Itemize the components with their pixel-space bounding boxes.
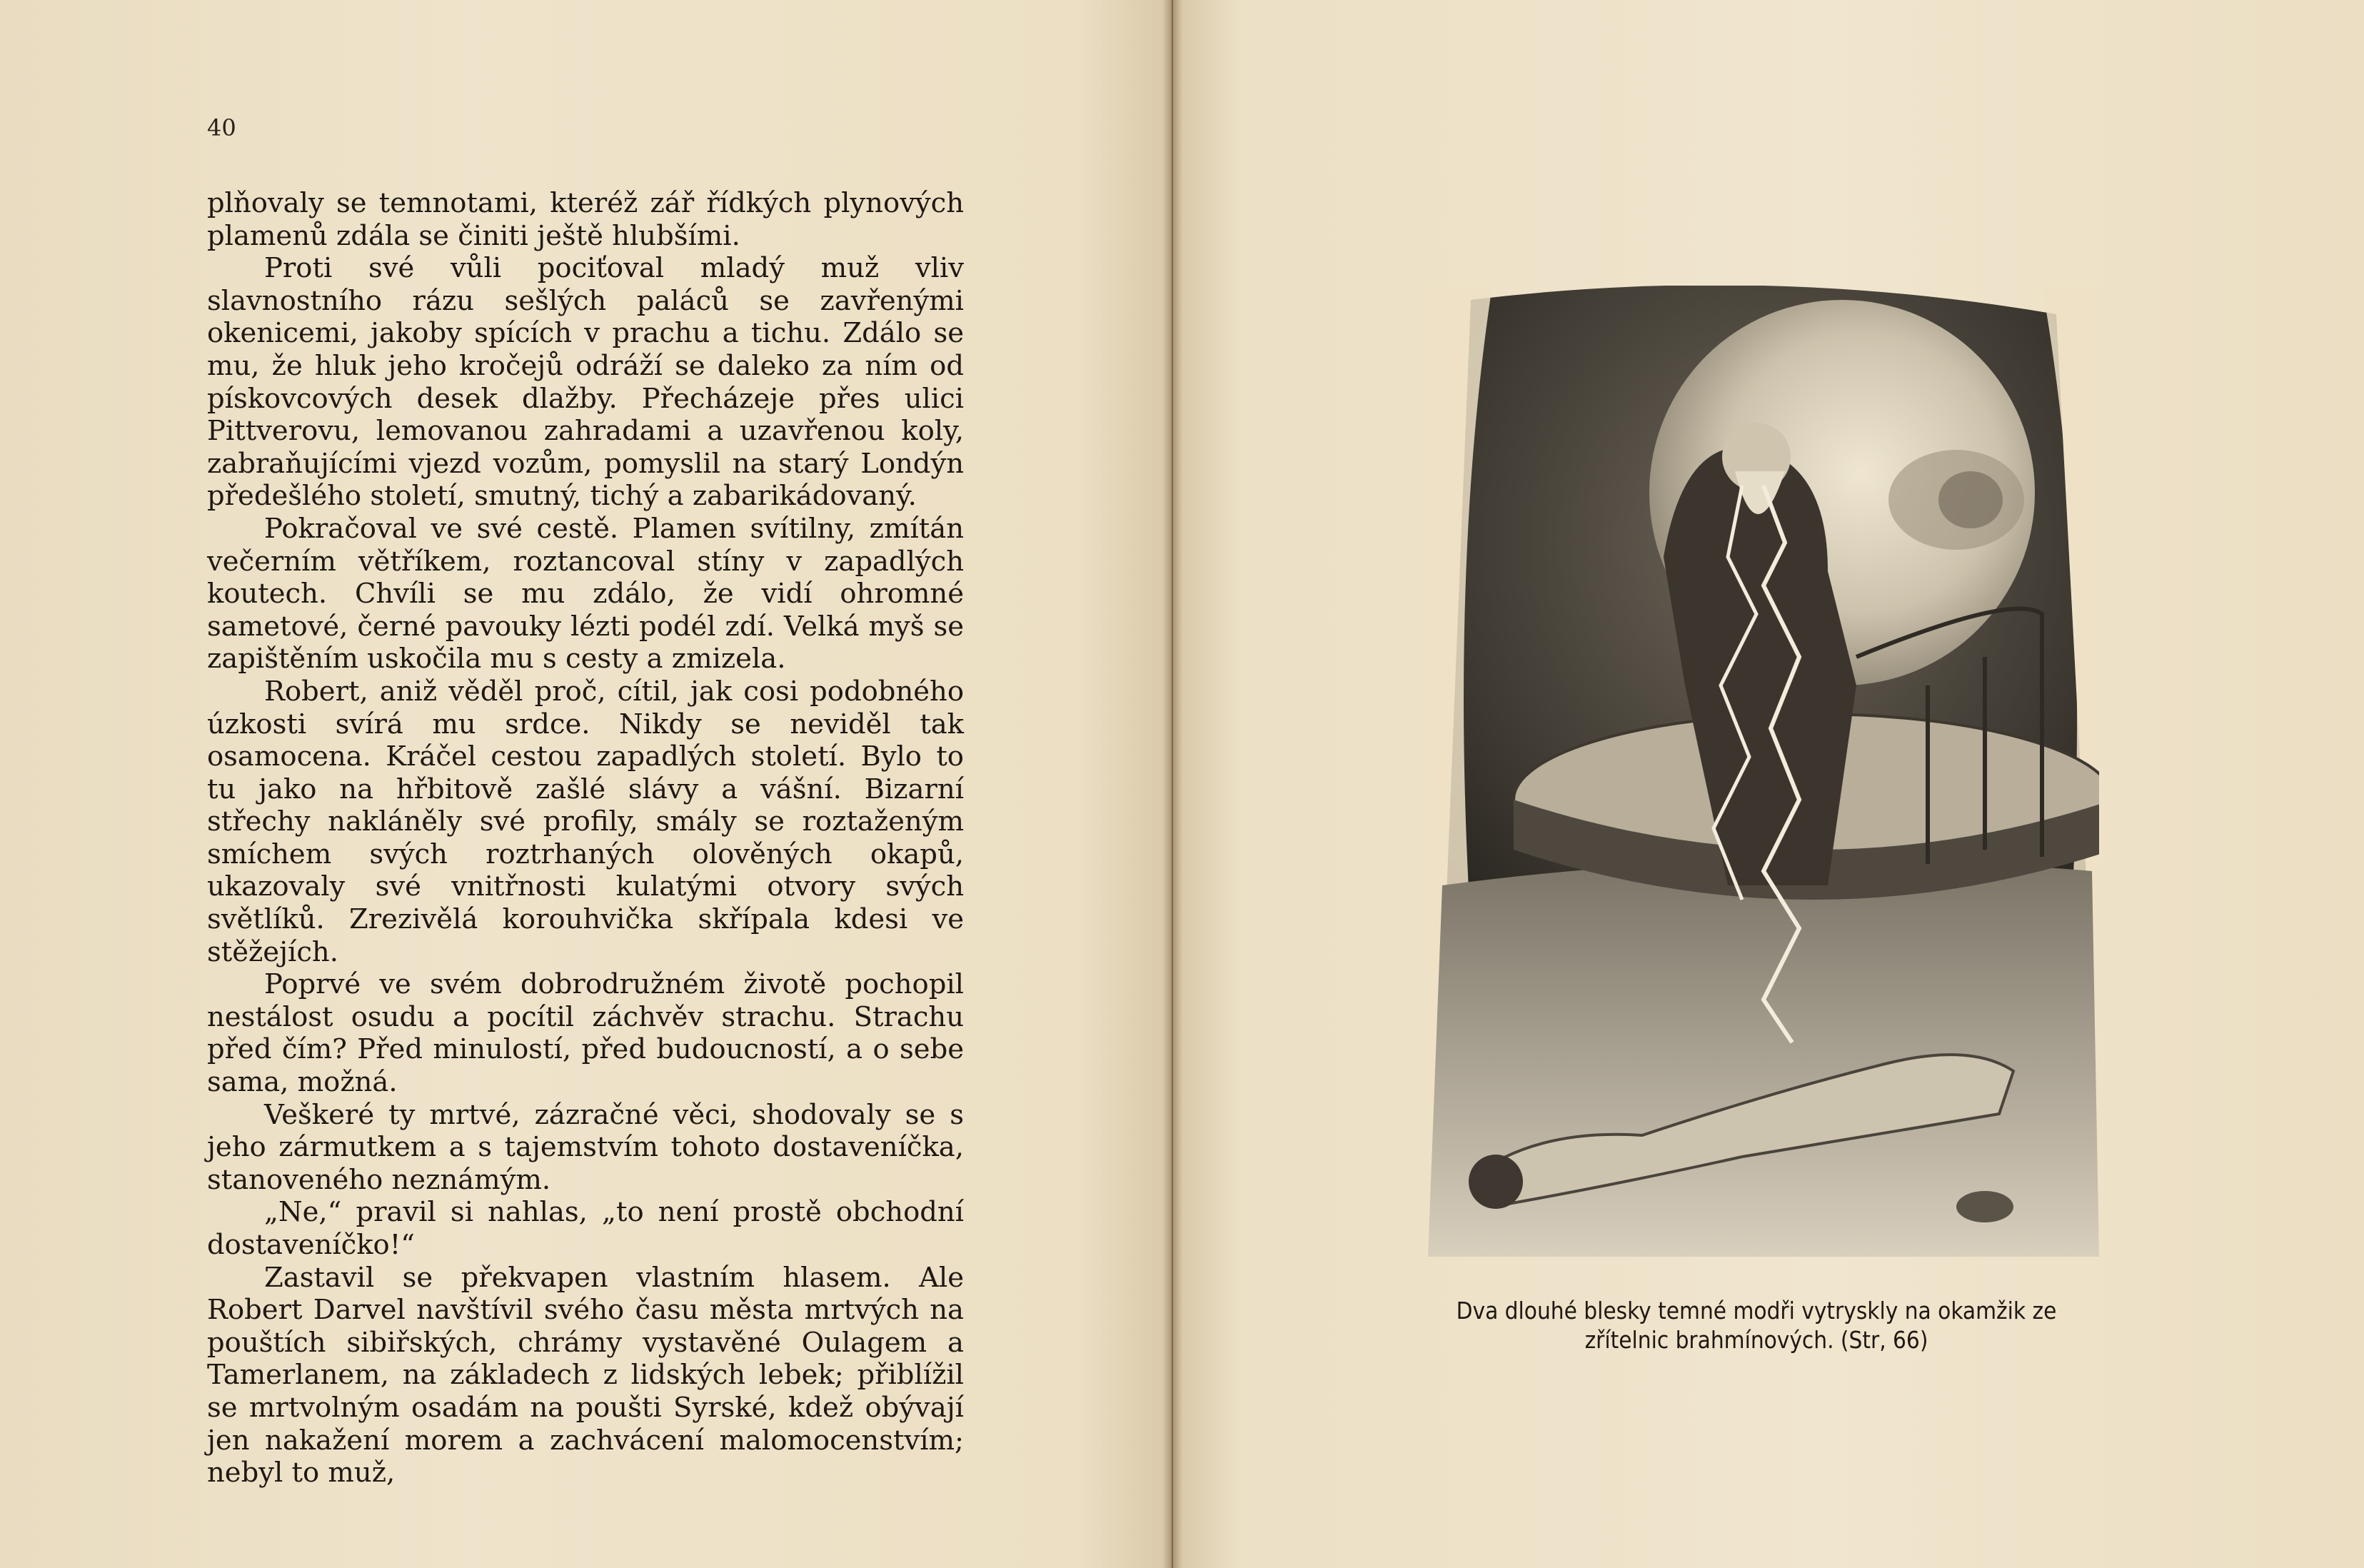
paragraph: „Ne,“ pravil si nahlas, „to není prostě obchodní dostaveníčko!“ <box>207 1196 964 1261</box>
paragraph: Robert, aniž věděl proč, cítil, jak cosi podobného úzkosti svírá mu srdce. Nikdy se neviděl tak osamocena. Kráčel cestou zapadlých století. Bylo to tu jako na hřbitově zašlé slávy a vášní. Bizarní střechy nakláněly své profily, smály se roztaženým smíchem svých roztrhaných olověných okapů, ukazovaly své vnitřnosti kulatými otvory svých světlíků. Zrezivělá korouhvička skřípala kdesi ve stěžejích. <box>207 675 964 968</box>
paragraph: Poprvé ve svém dobrodružném životě pochopil nestálost osudu a pocítil záchvěv strachu. Strachu před čím? Před minulostí, před budoucností, a o sebe sama, možná. <box>207 968 964 1099</box>
rock <box>1956 1191 2013 1222</box>
paragraph: Zastavil se překvapen vlastním hlasem. Ale Robert Darvel navštívil svého času města mrtvých na pouštích sibiřských, chrámy vystavěné Oulagem a Tamerlanem, na základech z lidských lebek; přiblížil se mrtvolným osadám na poušti Syrské, kdež obývají jen nakažení morem a zachvácení malomocenstvím; nebyl to muž, <box>207 1261 964 1489</box>
paragraph: Pokračoval ve své cestě. Plamen svítilny, zmítán večerním větříkem, roztancoval stíny v zapadlých koutech. Chvíli se mu zdálo, že vidí ohromné sametové, černé pavouky lézti podél zdí. Velká myš se zapištěním uskočila mu s cesty a zmizela. <box>207 512 964 675</box>
left-page <box>0 0 1171 1568</box>
illustration-caption <box>1392 1296 2121 1355</box>
illustration <box>1428 286 2099 1257</box>
caption-line: zřítelnic brahmínových. (Str, 66) <box>1584 1326 1928 1354</box>
page-number: 40 <box>207 114 236 141</box>
body-text <box>207 187 964 1489</box>
paragraph: plňovaly se temnotami, kteréž zář řídkých plynových plamenů zdála se činiti ještě hlubšími. <box>207 187 964 252</box>
paragraph: Veškeré ty mrtvé, zázračné věci, shodovaly se s jeho zármutkem a s tajemstvím tohoto dostaveníčka, stanoveného neznámým. <box>207 1098 964 1196</box>
caption-line: Dva dlouhé blesky temné modři vytryskly na okamžik ze <box>1456 1297 2057 1325</box>
lying-figure-head <box>1469 1155 1523 1209</box>
book-gutter <box>1162 0 1182 1568</box>
orb-pupil <box>1938 471 2003 528</box>
paragraph: Proti své vůli pociťoval mladý muž vliv slavnostního rázu sešlých paláců se zavřenými okenicemi, jakoby spících v prachu a tichu. Zdálo se mu, že hluk jeho kročejů odráží se daleko za ním od pískovcových desek dlažby. Přecházeje přes ulici Pittverovu, lemovanou zahradami a uzavřenou koly, zabraňujícími vjezd vozům, pomyslil na starý Londýn předešlého století, smutný, tichý a zabarikádovaný. <box>207 252 964 513</box>
